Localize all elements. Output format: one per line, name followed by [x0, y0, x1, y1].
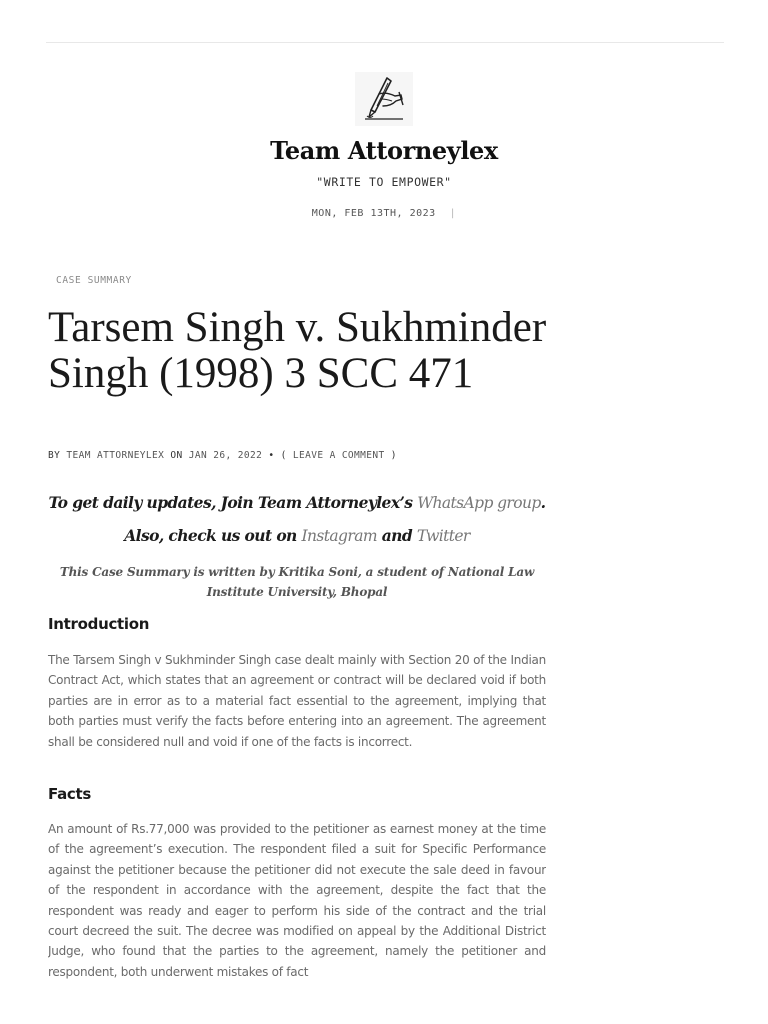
promo-line-whatsapp [48, 493, 546, 512]
byline-close-paren: ) [390, 450, 397, 461]
facts-paragraph: An amount of Rs.77,000 was provided to the petitioner as earnest money at the time of the agreement’s execution. The respondent filed a suit for Specific Performance against the petitioner because the petitioner did not execute the sale deed in favour of the respondent in accordance with the agreement, despite the fact that the respondent was ready and eager to perform his side of the contract and the trial court decreed the suit. The decree was modified on appeal by the Additional District Judge, who found that the parties to the agreement, namely the petitioner and respondent, both underwent mistakes of fact [48, 822, 546, 979]
post-date-link[interactable]: JAN 26, 2022 [188, 450, 263, 461]
site-tagline: "WRITE TO EMPOWER" [316, 175, 452, 189]
author-note: This Case Summary is written by Kritika Soni, a student of National Law Institute University, Bhopal [59, 565, 535, 599]
introduction-heading: Introduction [48, 615, 150, 633]
post-byline [48, 450, 568, 461]
promo-line-social [48, 526, 546, 545]
post-title: Tarsem Singh v. Sukhminder Singh (1998) 3 SCC 471 [48, 304, 547, 397]
promo-period: . [540, 493, 546, 512]
introduction-paragraph: The Tarsem Singh v Sukhminder Singh case dealt mainly with Section 20 of the Indian Contract Act, which states that an agreement or contract will be declared void if both parties are in error as to a material fact essential to the agreement, implying that both parties must verify the facts before entering into an agreement. The agreement shall be considered null and void if one of the facts is incorrect. [48, 653, 546, 749]
byline-open-paren: ( [280, 450, 287, 461]
promo-text: To get daily updates, Join Team Attorneylex’s [48, 493, 413, 512]
twitter-link[interactable]: Twitter [416, 527, 470, 545]
current-date: MON, FEB 13TH, 2023 [311, 208, 436, 219]
promo-and: and [381, 526, 413, 545]
whatsapp-group-link[interactable]: WhatsApp group [417, 494, 541, 512]
leave-comment-link[interactable]: LEAVE A COMMENT [292, 450, 385, 461]
site-logo[interactable] [355, 72, 413, 126]
pen-writing-hand-icon [355, 72, 413, 126]
instagram-link[interactable]: Instagram [301, 527, 377, 545]
date-separator: | [449, 208, 457, 219]
author-link[interactable]: TEAM ATTORNEYLEX [66, 450, 165, 461]
byline-bullet: • [268, 450, 275, 461]
promo-text: Also, check us out on [124, 526, 297, 545]
category-link[interactable]: CASE SUMMARY [56, 275, 132, 286]
byline-on: ON [170, 450, 183, 461]
header-date-bar [0, 208, 768, 219]
byline-by: BY [48, 450, 61, 461]
site-title[interactable]: Team Attorneylex [270, 136, 498, 165]
facts-heading: Facts [48, 785, 91, 803]
header-divider [46, 42, 724, 43]
